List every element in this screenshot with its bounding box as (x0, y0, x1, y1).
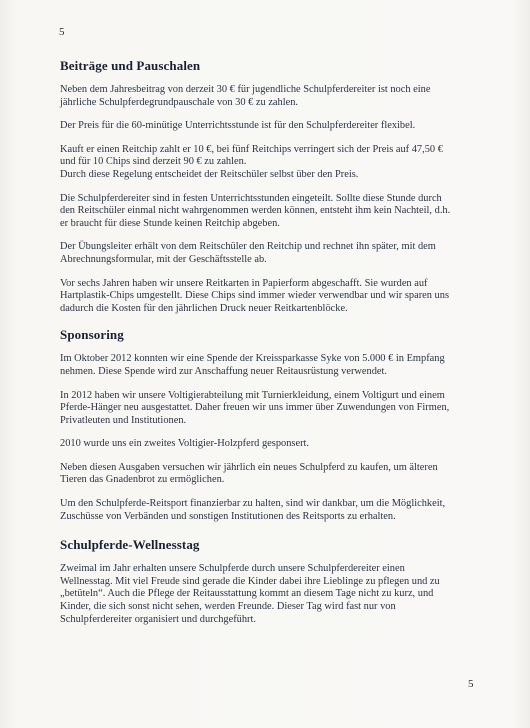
text-line: Privatleuten und Institutionen. (60, 414, 187, 426)
section-wellnesstag (60, 537, 456, 626)
text-line: Hartplastik-Chips umgestellt. Diese Chips sind immer wieder verwendbar und wir sparen uns (60, 290, 449, 302)
text-line: Durch diese Regelung entscheidet der Reitschüler selbst über den Preis. (60, 168, 359, 180)
text-line: Kinder, die sich sonst nicht sehen, werden Freunde. Dieser Tag wird fast nur von (60, 601, 396, 613)
text-line: den Reitschüler einmal nicht wahrgenommen werden können, entsteht ihm kein Nachteil, d.h. (60, 205, 451, 217)
text-line: Kauft er einen Reitchip zahlt er 10 €, bei fünf Reitchips verringert sich der Preis auf 47,50 € (60, 143, 443, 155)
paragraph (60, 353, 456, 378)
text-line: „betüteln“. Auch die Pflege der Reitausstattung kommt an diesem Tage nicht zu kurz, und (60, 588, 434, 600)
text-line: Tieren das Gnadenbrot zu ermöglichen. (60, 474, 225, 486)
page-number-bottom: 5 (468, 678, 474, 690)
text-line: In 2012 haben wir unsere Voltigierabteilung mit Turnierkleidung, einem Voltigurt und einem (60, 389, 445, 401)
text-line: 2010 wurde uns ein zweites Voltigier-Holzpferd gesponsert. (60, 438, 310, 450)
text-line: Der Preis für die 60-minütige Unterrichtsstunde ist für den Schulpferdereiter flexibel. (60, 120, 416, 132)
section-beitraege (60, 58, 456, 315)
text-line: Abrechnungsformular, mit der Geschäftsstelle ab. (60, 253, 267, 265)
paragraph (60, 241, 456, 266)
text-line: Im Oktober 2012 konnten wir eine Spende der Kreissparkasse Syke von 5.000 € in Empfang (60, 353, 445, 365)
paragraph (60, 84, 456, 109)
paragraph (60, 390, 456, 428)
text-line: Vor sechs Jahren haben wir unsere Reitkarten in Papierform abgeschafft. Sie wurden auf (60, 277, 428, 289)
text-line: dadurch die Kosten für den jährlichen Druck neuer Reitkartenblöcke. (60, 302, 348, 314)
text-line: Um den Schulpferde-Reitsport finanzierbar zu halten, sind wir dankbar, um die Möglichkeit, (60, 498, 446, 510)
section-heading: Schulpferde-Wellnesstag (60, 537, 200, 553)
paragraph (60, 438, 456, 451)
paragraph (60, 278, 456, 316)
paragraph (60, 563, 456, 626)
paragraph (60, 193, 456, 231)
paragraph (60, 462, 456, 487)
text-line: Pferde-Hänger neu ausgestattet. Daher freuen wir uns immer über Zuwendungen von Firmen, (60, 402, 450, 414)
section-heading: Beiträge und Pauschalen (60, 58, 201, 73)
text-line: Der Übungsleiter erhält von dem Reitschüler den Reitchip und rechnet ihn später, mit dem (60, 241, 436, 253)
paragraph (60, 120, 456, 133)
text-line: Wellnesstag. Mit viel Freude sind gerade die Kinder dabei ihre Lieblinge zu pflegen und zu (60, 575, 440, 587)
text-line: jährliche Schulpferdegrundpauschale von 30 € zu zahlen. (60, 96, 299, 108)
text-line: Die Schulpferdereiter sind in festen Unterrichtsstunden eingeteilt. Sollte diese Stunde durch (60, 192, 442, 204)
text-line: Zuschüsse von Verbänden und sonstigen Institutionen des Reitsports zu erhalten. (60, 510, 396, 522)
section-heading: Sponsoring (60, 327, 124, 343)
text-line: er braucht für diese Stunde keinen Reitchip abgeben. (60, 217, 280, 229)
paragraph (60, 144, 456, 182)
text-line: nehmen. Diese Spende wird zur Anschaffung neuer Reitausrüstung verwendet. (60, 365, 388, 377)
page-number-top: 5 (59, 26, 65, 38)
text-line: Zweimal im Jahr erhalten unsere Schulpferde durch unsere Schulpferdereiter einen (60, 563, 405, 575)
paragraph (60, 498, 456, 523)
section-sponsoring (60, 327, 456, 523)
text-line: und für 10 Chips sind derzeit 90 € zu zahlen. (60, 156, 247, 168)
document-body (60, 58, 456, 637)
text-line: Neben diesen Ausgaben versuchen wir jährlich ein neues Schulpferd zu kaufen, um älteren (60, 461, 438, 473)
text-line: Schulpferdereiter organisiert und durchgeführt. (60, 613, 257, 625)
text-line: Neben dem Jahresbeitrag von derzeit 30 € für jugendliche Schulpferdereiter ist noch eine (60, 84, 431, 95)
